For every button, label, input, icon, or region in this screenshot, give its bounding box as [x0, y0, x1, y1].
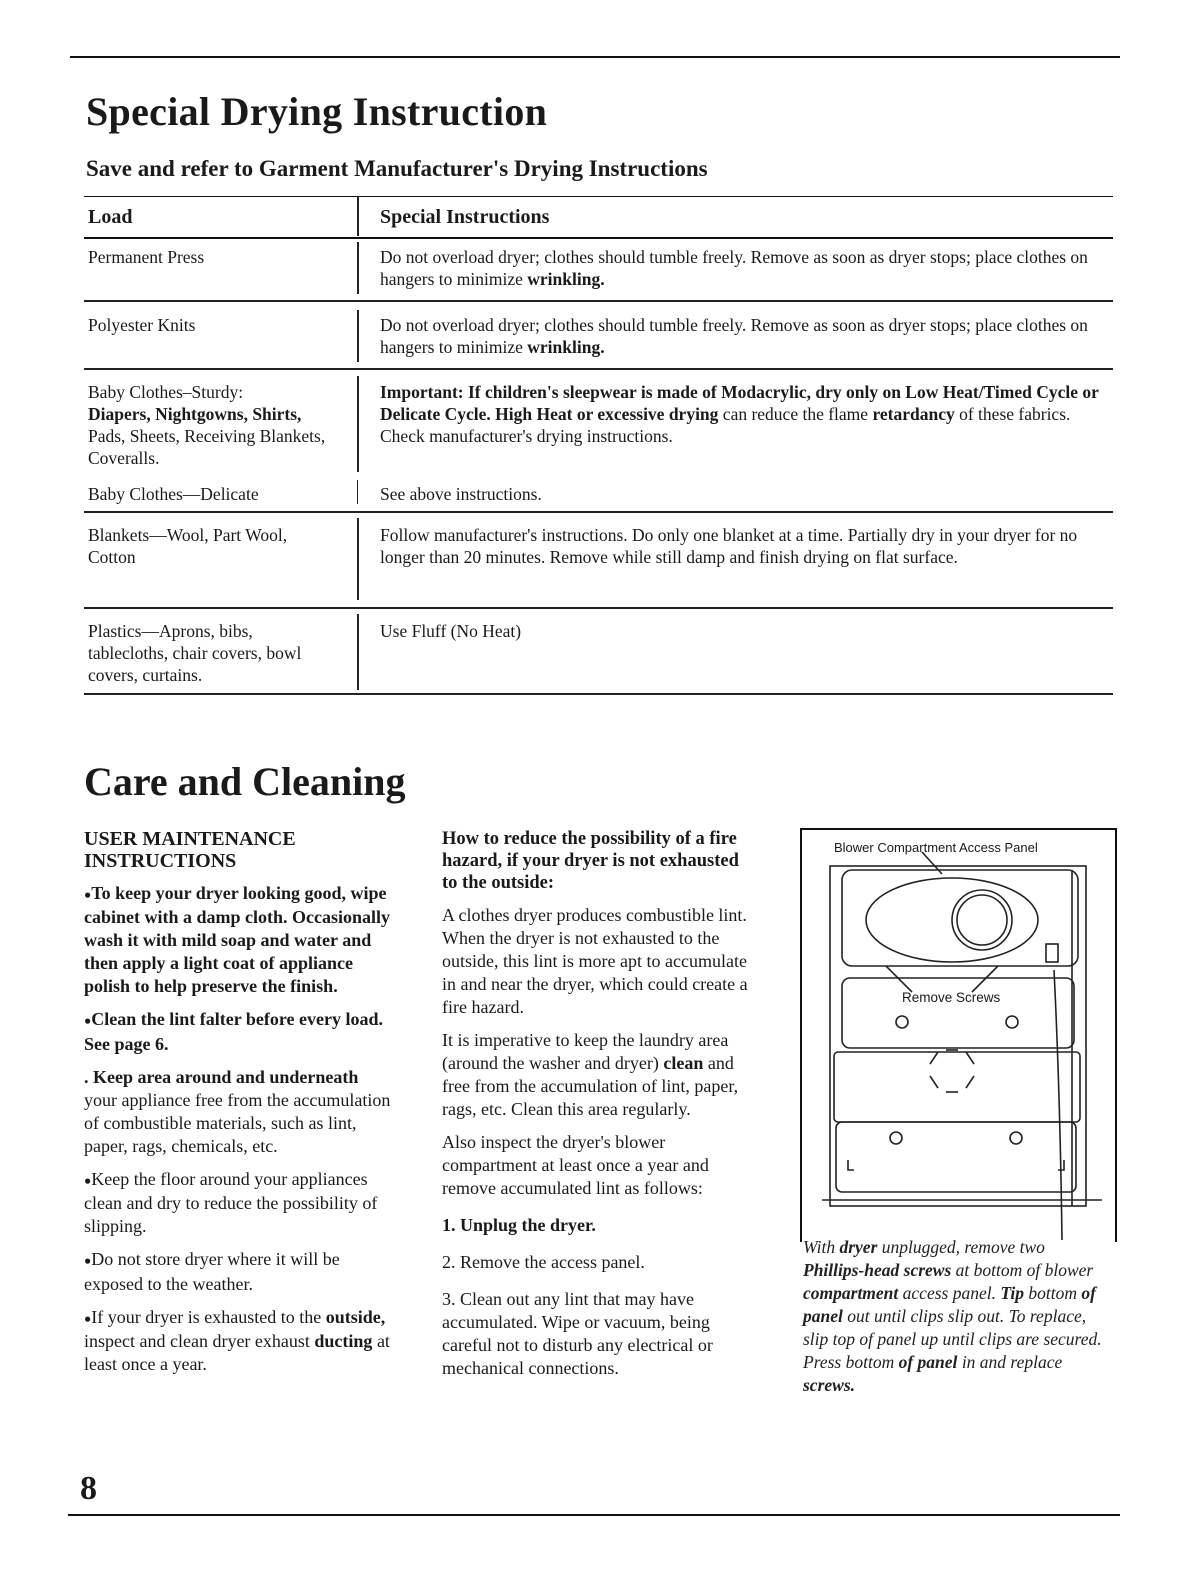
list-item: ●Keep the floor around your appliances clean and dry to reduce the possibility of slipping. [84, 1168, 378, 1237]
paragraph: It is imperative to keep the laundry area (around the washer and dryer) clean and free from the accumulation of lint, paper, rags, etc. Clean this area regularly. [442, 1030, 739, 1119]
paragraph: Also inspect the dryer's blower compartment at least once a year and remove accumulated lint as follows: [442, 1132, 709, 1198]
top-rule [70, 56, 1120, 58]
list-item: ●Clean the lint falter before every load. See page 6. [84, 1009, 384, 1054]
table-row-instructions: See above instructions. [380, 484, 542, 504]
dryer-diagram [802, 830, 1115, 1242]
figure-label: Blower Compartment Access Panel [834, 840, 1038, 855]
list-item: ●To keep your dryer looking good, wipe cabinet with a damp cloth. Occasionally wash it with mild soap and water and then apply a light coat of appliance polish to help preserve the finish. [84, 883, 391, 997]
row-divider [84, 607, 1113, 609]
step-item: 1. Unplug the dryer. [442, 1215, 596, 1235]
table-header [84, 196, 1113, 239]
section-title: Care and Cleaning [84, 759, 406, 804]
figure-label: Remove Screws [902, 990, 1001, 1005]
col-header-load: Load [88, 206, 133, 228]
paragraph: A clothes dryer produces combustible lint. When the dryer is not exhausted to the outside, this lint is more apt to accumulate in and near the dryer, which could create a fire hazard. [442, 905, 748, 1017]
maintenance-column [84, 828, 394, 1386]
table-row-load: Baby Clothes–Sturdy: Diapers, Nightgowns, Shirts, Pads, Sheets, Receiving Blankets, Coveralls. [88, 382, 326, 468]
column-divider [357, 242, 359, 294]
step-item: 2. Remove the access panel. [442, 1252, 645, 1272]
blower-panel-figure [800, 828, 1117, 1242]
page-subtitle: Save and refer to Garment Manufacturer's Drying Instructions [86, 156, 708, 181]
row-divider [84, 300, 1113, 302]
column-heading: USER MAINTENANCE INSTRUCTIONS [84, 828, 296, 872]
row-divider [84, 368, 1113, 370]
table-bottom-rule [84, 693, 1113, 695]
table-row-instructions: Follow manufacturer's instructions. Do only one blanket at a time. Partially dry in your dryer for no longer than 20 minutes. Remove while still damp and finish drying on flat surface. [380, 525, 1078, 567]
column-divider [357, 196, 359, 236]
column-divider [357, 310, 359, 362]
table-row-load: Baby Clothes—Delicate [88, 484, 259, 504]
figure-caption: With dryer unplugged, remove two Phillips-head screws at bottom of blower compartment access panel. Tip bottom of panel out until clips slip out. To replace, slip top of panel up until clips are secured. Press bottom of panel in and replace screws. [803, 1237, 1102, 1395]
list-item: ●Do not store dryer where it will be exposed to the weather. [84, 1249, 340, 1294]
column-divider [357, 614, 359, 690]
table-row-load: Polyester Knits [88, 315, 196, 335]
bottom-rule [68, 1514, 1120, 1516]
column-divider [357, 376, 359, 472]
table-row-instructions: Do not overload dryer; clothes should tumble freely. Remove as soon as dryer stops; place clothes on hangers to minimize wrinkling. [380, 247, 1088, 289]
list-item: . Keep area around and underneath your appliance free from the accumulation of combustible materials, such as lint, paper, rags, chemicals, etc. [84, 1066, 391, 1156]
column-divider [357, 480, 358, 504]
table-row-load: Blankets—Wool, Part Wool, Cotton [88, 525, 288, 567]
list-item: ●If your dryer is exhausted to the outside, inspect and clean dryer exhaust ducting at least once a year. [84, 1306, 390, 1374]
table-row-instructions: Important: If children's sleepwear is made of Modacrylic, dry only on Low Heat/Timed Cycle or Delicate Cycle. High Heat or excessive drying can reduce the flame retardancy of these fabrics. Check manufacturer's drying instructions. [380, 382, 1099, 446]
table-row-instructions: Do not overload dryer; clothes should tumble freely. Remove as soon as dryer stops; place clothes on hangers to minimize wrinkling. [380, 315, 1088, 357]
table-row-instructions: Use Fluff (No Heat) [380, 621, 522, 641]
table-row-load: Plastics—Aprons, bibs, tablecloths, chair covers, bowl covers, curtains. [88, 621, 302, 685]
row-divider [84, 511, 1113, 513]
table-row-load: Permanent Press [88, 247, 205, 267]
column-divider [357, 518, 359, 600]
step-item: 3. Clean out any lint that may have accumulated. Wipe or vacuum, being careful not to disturb any electrical or mechanical connections. [442, 1289, 713, 1378]
fire-hazard-column [442, 828, 754, 1390]
page-number: 8 [80, 1470, 97, 1507]
page-title: Special Drying Instruction [86, 89, 548, 134]
col-header-instructions: Special Instructions [380, 206, 550, 228]
column-heading: How to reduce the possibility of a fire hazard, if your dryer is not exhausted to the outside: [442, 829, 739, 893]
